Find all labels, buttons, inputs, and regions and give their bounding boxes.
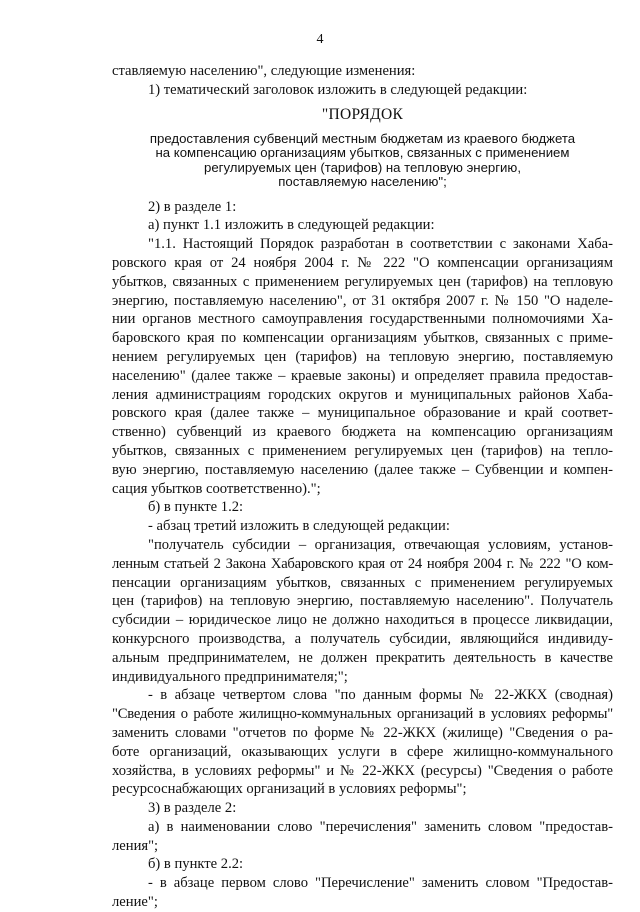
- text-line: субсидии – юридическое лицо не должно находиться в процессе ликвидации,: [112, 612, 613, 629]
- text-line: ления администрациям городских округов и муниципальных районов Хаба-: [112, 386, 613, 403]
- text-line: хозяйства, в условиях реформы" и № 22-ЖКХ (ресурсы) "Сведения о работе: [112, 762, 613, 779]
- text-line: энергию, поставляемую населению", от 31 октября 2007 г. № 150 "О наделе-: [112, 292, 613, 309]
- text-line: 2) в разделе 1:: [148, 198, 237, 215]
- text-line: б) в пункте 1.2:: [148, 499, 244, 516]
- page-number: 4: [316, 32, 324, 47]
- title-subline: предоставления субвенций местным бюджетам из краевого бюджета: [149, 130, 576, 146]
- text-line: вую энергию, поставляемую населению (далее также – Субвенции и компен-: [112, 461, 613, 478]
- text-line: убытков, связанных с применением регулируемых цен (тарифов) на тепло-: [112, 442, 613, 459]
- text-line: "Сведения о работе жилищно-коммунальных организаций в условиях реформы": [112, 706, 613, 723]
- text-line: - в абзаце первом слово "Перечисление" заменить словом "Предостав-: [148, 875, 613, 892]
- text-line: ления";: [112, 837, 159, 854]
- text-line: убытков, связанных с применением регулируемых цен (тарифов) на тепловую: [112, 273, 613, 290]
- section-title: "ПОРЯДОК: [321, 105, 404, 123]
- text-line: ственно) субвенций из краевого бюджета на компенсацию организациям: [112, 424, 613, 441]
- text-line: заменить словами "отчетов по форме № 22-ЖКХ (жилище) "Сведения о ра-: [112, 724, 613, 741]
- text-line: б) в пункте 2.2:: [148, 856, 244, 873]
- title-subline: на компенсацию организациям убытков, связанных с применением: [155, 145, 570, 161]
- text-line: ровского края (далее также – муниципальное образование и край соответ-: [112, 405, 613, 422]
- text-line: баровского края по компенсации организациям убытков, связанных с приме-: [112, 330, 613, 347]
- text-line: ресурсоснабжающих организаций в условиях реформы";: [112, 781, 467, 798]
- text-line: 3) в разделе 2:: [148, 800, 237, 817]
- text-line: альным предпринимателем, не должен прекратить деятельность в качестве: [112, 649, 613, 666]
- text-line: конкурсного производства, а получатель субсидии, являющийся индивиду-: [112, 630, 613, 647]
- text-line: 1) тематический заголовок изложить в следующей редакции:: [148, 81, 528, 98]
- text-line: ление";: [112, 894, 158, 911]
- text-line: ленным статьей 2 Закона Хабаровского края от 24 ноября 2004 г. № 222 "О ком-: [112, 555, 613, 572]
- text-line: цен (тарифов) на тепловую энергию, поставляемую населению". Получатель: [112, 593, 613, 610]
- text-line: индивидуального предпринимателя;";: [112, 668, 348, 685]
- text-line: нением регулируемых цен (тарифов) на тепловую энергию, поставляемую: [112, 348, 613, 365]
- text-line: ставляемую населению", следующие изменения:: [112, 63, 416, 79]
- text-line: пенсации организациям убытков, связанных с применением регулируемых: [112, 574, 613, 591]
- text-line: а) в наименовании слово "перечисления" заменить словом "предостав-: [148, 818, 613, 835]
- text-line: "получатель субсидии – организация, отвечающая условиям, установ-: [148, 536, 613, 553]
- text-line: - абзац третий изложить в следующей редакции:: [148, 518, 450, 535]
- title-subline: регулируемых цен (тарифов) на тепловую энергию,: [204, 159, 521, 175]
- text-line: боте организаций, оказывающих услуги в сфере жилищно-коммунального: [112, 743, 613, 760]
- document-body: [112, 62, 613, 912]
- text-line: а) пункт 1.1 изложить в следующей редакции:: [148, 217, 435, 234]
- title-subline: поставляемую населению";: [278, 174, 447, 190]
- text-line: нии органов местного самоуправления государственными полномочиями Ха-: [112, 311, 613, 328]
- text-line: - в абзаце четвертом слова "по данным формы № 22-ЖКХ (сводная): [148, 687, 613, 704]
- text-line: "1.1. Настоящий Порядок разработан в соответствии с законами Хаба-: [148, 236, 613, 253]
- text-line: ровского края от 24 ноября 2004 г. № 222 "О компенсации организациям: [112, 254, 613, 271]
- text-line: населению" (далее также – краевые законы) и определяет правила предостав-: [112, 367, 613, 384]
- text-line: сация убытков соответственно).";: [112, 480, 321, 497]
